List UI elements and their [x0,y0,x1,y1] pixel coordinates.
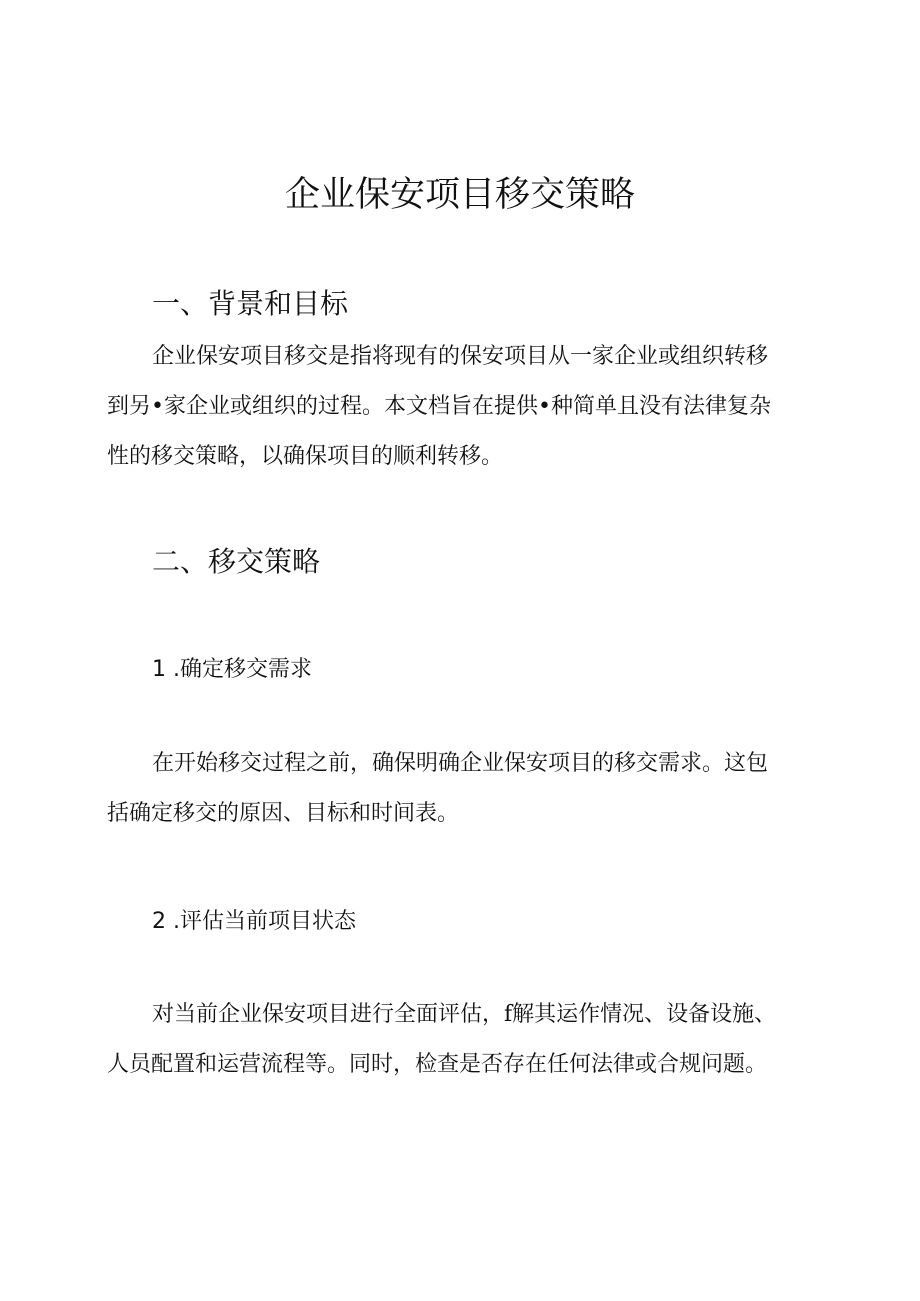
paragraph-line: 企业保安项目移交是指将现有的保安项目从一家企业或组织转移 [152,344,769,369]
assessment-paragraph [107,990,819,1090]
requirements-paragraph [107,739,819,839]
paragraph-line: 在开始移交过程之前，确保明确企业保安项目的移交需求。这包 [152,751,769,776]
subsection-heading-requirements: 1 .确定移交需求 [152,657,312,682]
section-heading-strategy: 二、移交策略 [152,545,321,578]
paragraph-line: 括确定移交的原因、目标和时间表。 [107,801,460,826]
subsection-heading-assessment: 2 .评估当前项目状态 [152,909,356,934]
paragraph-line: 性的移交策略，以确保项目的顺利转移。 [107,444,504,469]
section-heading-background: 一、背景和目标 [152,287,349,320]
document-title: 企业保安项目移交策略 [284,175,635,215]
paragraph-line: 人员配置和运营流程等。同时，检查是否存在任何法律或合规问题。 [107,1052,768,1077]
paragraph-line: 到另•家企业或组织的过程。本文档旨在提供•种简单且没有法律复杂 [107,394,771,419]
paragraph-line: 对当前企业保安项目进行全面评估，f解其运作情况、设备设施、 [152,1002,777,1027]
background-paragraph [107,332,819,482]
